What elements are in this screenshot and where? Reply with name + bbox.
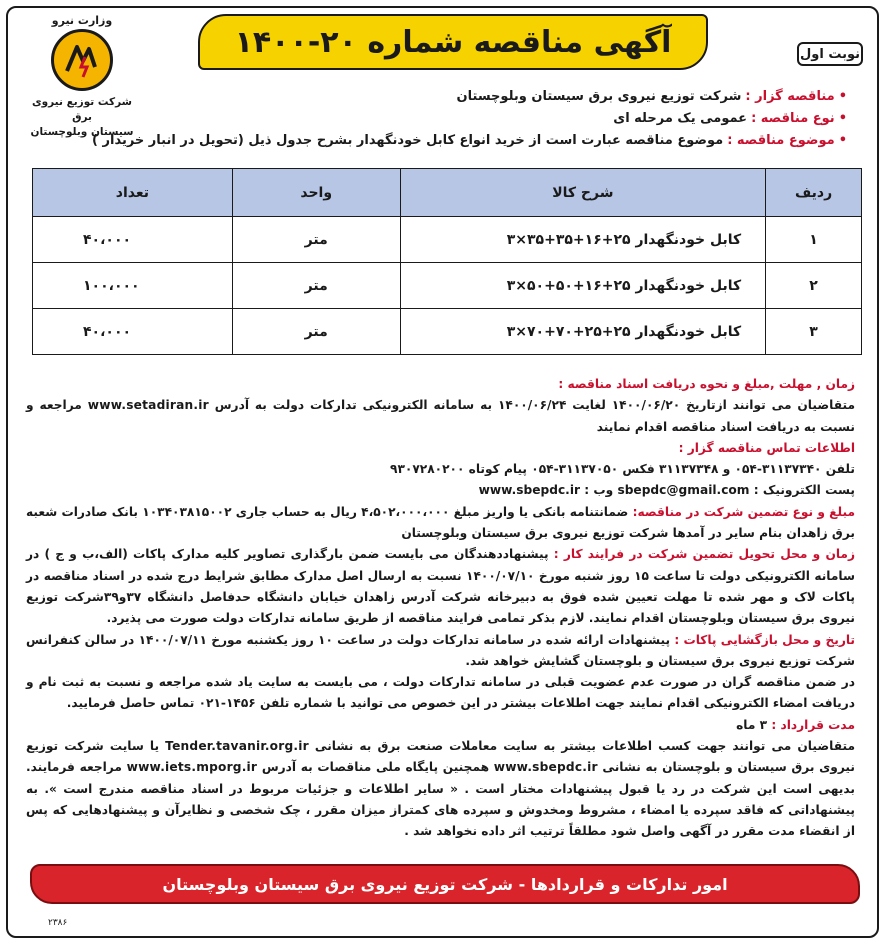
- type-value: عمومی یک مرحله ای: [613, 111, 748, 126]
- section-opening-title: تاریخ و محل بازگشایی پاکات :: [674, 632, 855, 647]
- type-label: نوع مناقصه :: [751, 111, 835, 126]
- title-ribbon: [198, 14, 708, 70]
- contract-duration: ۳ ماه: [736, 717, 768, 732]
- type-row: [157, 108, 847, 130]
- section-documents-title: زمان , مهلت ,مبلغ و نحوه دریافت اسناد مناقصه :: [558, 377, 855, 391]
- section-delivery: [26, 544, 855, 629]
- guarantee-text: ضمانتنامه بانکی یا واریز مبلغ ۴،۵۰۲،۰۰۰،۰۰۰ ریال به حساب جاری ۱۰۳۴۰۳۸۱۵۰۰۲ بانک صادرات شعبه برق زاهدان بنام سایر در آمدها شرکت توزیع نیروی برق سیستان وبلوچستان: [26, 504, 855, 541]
- organizer-row: [157, 86, 847, 108]
- description-cell: کابل خودنگهدار ۲۵+۱۶+۳۵+۳۵×۳: [400, 217, 766, 263]
- logo-company-line1: شرکت توزیع نیروی برق: [32, 96, 132, 123]
- description-cell: کابل خودنگهدار ۲۵+۱۶+۵۰+۵۰×۳: [400, 263, 766, 309]
- documents-text-a: متقاضیان می توانند ازتاریخ ۱۴۰۰/۰۶/۲۰ لغایت ۱۴۰۰/۰۶/۲۴ به سامانه الکترونیکی تدارکات دولت به آدرس: [214, 398, 855, 413]
- tender-title: آگهی مناقصه شماره ۲۰-۱۴۰۰: [234, 24, 672, 60]
- organizer-value: شرکت توزیع نیروی برق سیستان وبلوچستان: [456, 89, 742, 104]
- power-company-logo-icon: [51, 29, 113, 91]
- documents-text-b: مراجعه و نسبت به دریافت اسناد مناقصه اقدام نمایند: [26, 398, 855, 434]
- header-description: شرح کالا: [400, 169, 766, 217]
- row-number-cell: ۲: [766, 263, 862, 309]
- footer-code: ۲۳۸۶: [48, 918, 68, 928]
- row-number-cell: ۳: [766, 309, 862, 355]
- opening-text: پیشنهادات ارائه شده در سامانه تدارکات دولت در ساعت ۱۰ روز یکشنبه مورخ ۱۴۰۰/۰۷/۱۱ در سالن کنفرانس شرکت توزیع نیروی برق سیستان و بلوچستان گشایش خواهد شد.: [26, 632, 855, 668]
- table-row: [33, 217, 862, 263]
- section-guarantee-title: مبلغ و نوع تضمین شرکت در مناقصه:: [632, 504, 855, 519]
- iets-link[interactable]: www.iets.mporg.ir: [126, 760, 258, 775]
- tavanir-link[interactable]: Tender.tavanir.org.ir: [165, 739, 309, 754]
- section-documents-body: [26, 395, 855, 438]
- organizer-label: مناقصه گزار :: [745, 89, 835, 104]
- section-contact: [26, 438, 855, 459]
- advertisement-frame: [6, 6, 879, 938]
- delivery-text: پیشنهاددهندگان می بایست ضمن بارگذاری تصاویر کلیه مدارک پاکات (الف،ب و ج ) در سامانه الکترونیکی دولت تا ساعت ۱۵ روز شنبه مورخ ۱۴۰۰/۰۷/۱۰ نسبت به ارسال اصل مدارک مطابق شرایط درج شده در اسناد مناقصه در پاکات لاک و مهر شده تا مهلت تعیین شده فوق به دبیرخانه شرکت آدرس زاهدان خیابان دانشگاه حدفاصل دانشگاه ۳۷و۳۹شرکت توزیع نیروی برق سیستان وبلوچستان اقدام نمایند. لازم بذکر تمامی فرایند مناقصه از طریق سامانه تدارکات دولت صورت می پذیرد.: [26, 547, 856, 626]
- contact-phone: تلفن ۳۱۱۳۷۳۴۰-۰۵۴ و ۳۱۱۳۷۳۴۸ فکس ۳۱۱۳۷۰۵۰-۰۵۴ پیام کوتاه ۹۳۰۷۲۸۰۲۰۰: [390, 462, 855, 477]
- quantity-cell: ۱۰۰،۰۰۰: [33, 263, 233, 309]
- table-row: [33, 263, 862, 309]
- notice-round-badge: نوبت اول: [797, 42, 863, 66]
- unit-cell: متر: [232, 263, 400, 309]
- unit-cell: متر: [232, 217, 400, 263]
- tender-details: [26, 374, 855, 843]
- registration-text: در ضمن مناقصه گران در صورت عدم عضویت قبلی در سامانه تدارکات دولت ، می بایست به سایت یاد شده مراجعه و نسبت به ثبت نام و دریافت امضاء الکترونیکی اقدام نمایند جهت اطلاعات بیشتر در این خصوص می توانید با شماره تلفن ۱۴۵۶-۰۲۱ تماس حاصل فرمایید.: [26, 675, 855, 711]
- section-contract: [26, 715, 855, 736]
- items-table: [32, 168, 862, 355]
- row-number-cell: ۱: [766, 217, 862, 263]
- bullet-icon: •: [838, 89, 847, 104]
- more-info-a: متقاضیان می توانند جهت کسب اطلاعات بیشتر به سایت معاملات صنعت برق به نشانی: [314, 739, 855, 754]
- subject-row: [92, 130, 847, 152]
- quantity-cell: ۴۰،۰۰۰: [33, 309, 233, 355]
- subject-label: موضوع مناقصه :: [727, 133, 835, 148]
- section-guarantee: [26, 502, 855, 545]
- footer-banner: [30, 864, 860, 904]
- quantity-cell: ۴۰،۰۰۰: [33, 217, 233, 263]
- header-unit: واحد: [232, 169, 400, 217]
- tender-intro: [92, 86, 847, 152]
- logo-ministry-text: وزارت نیرو: [51, 14, 113, 27]
- description-cell: کابل خودنگهدار ۲۵+۲۵+۷۰+۷۰×۳: [400, 309, 766, 355]
- more-info-b: یا سایت شرکت توزیع نیروی برق سیستان و بلوچستان به نشانی: [26, 739, 855, 775]
- section-opening: [26, 630, 855, 673]
- section-delivery-title: زمان و محل تحویل تضمین شرکت در فرایند کار :: [553, 547, 855, 562]
- more-info-d: مراجعه فرمایند. بدیهی است این شرکت در رد یا قبول پیشنهادات مختار است . « سایر اطلاعات و جزئیات مربوط در اسناد مناقصه مندرج است ». به پیشنهاداتی که فاقد سپرده یا امضاء ، مشروط ومخدوش و سپرده های کمتراز میزان مقرر ، چک شخصی و نظایرآن و پیشنهادهایی که پس از انقضاء مدت مقرر در آگهی واصل شود مطلقاً ترتیب اثر داده نخواهد شد .: [26, 760, 855, 839]
- contact-email: پست الکترونیک : sbepdc@gmail.com وب : www.sbepdc.ir: [478, 483, 855, 498]
- sbepdc-link[interactable]: www.sbepdc.ir: [493, 760, 598, 775]
- table-row: [33, 309, 862, 355]
- more-info-c: همچنین پایگاه ملی مناقصات به آدرس: [261, 760, 490, 775]
- header-quantity: تعداد: [33, 169, 233, 217]
- bullet-icon: •: [838, 111, 847, 126]
- bullet-icon: •: [838, 133, 847, 148]
- section-contact-title: اطلاعات تماس مناقصه گزار :: [678, 440, 855, 455]
- footer-banner-text: امور تدارکات و قراردادها - شرکت توزیع نیروی برق سیستان وبلوچستان: [162, 874, 728, 894]
- setadiran-link[interactable]: www.setadiran.ir: [87, 398, 209, 413]
- section-contract-title: مدت قرارداد :: [771, 717, 855, 732]
- logo-company-line2: سیستان وبلوچستان: [30, 126, 134, 138]
- more-info-text: [26, 736, 855, 842]
- table-header-row: [33, 169, 862, 217]
- section-documents: [26, 374, 855, 395]
- subject-value: موضوع مناقصه عبارت است از خرید انواع کابل خودنگهدار بشرح جدول ذیل (تحویل در انبار خریدار ): [92, 133, 724, 148]
- header-row-number: ردیف: [766, 169, 862, 217]
- unit-cell: متر: [232, 309, 400, 355]
